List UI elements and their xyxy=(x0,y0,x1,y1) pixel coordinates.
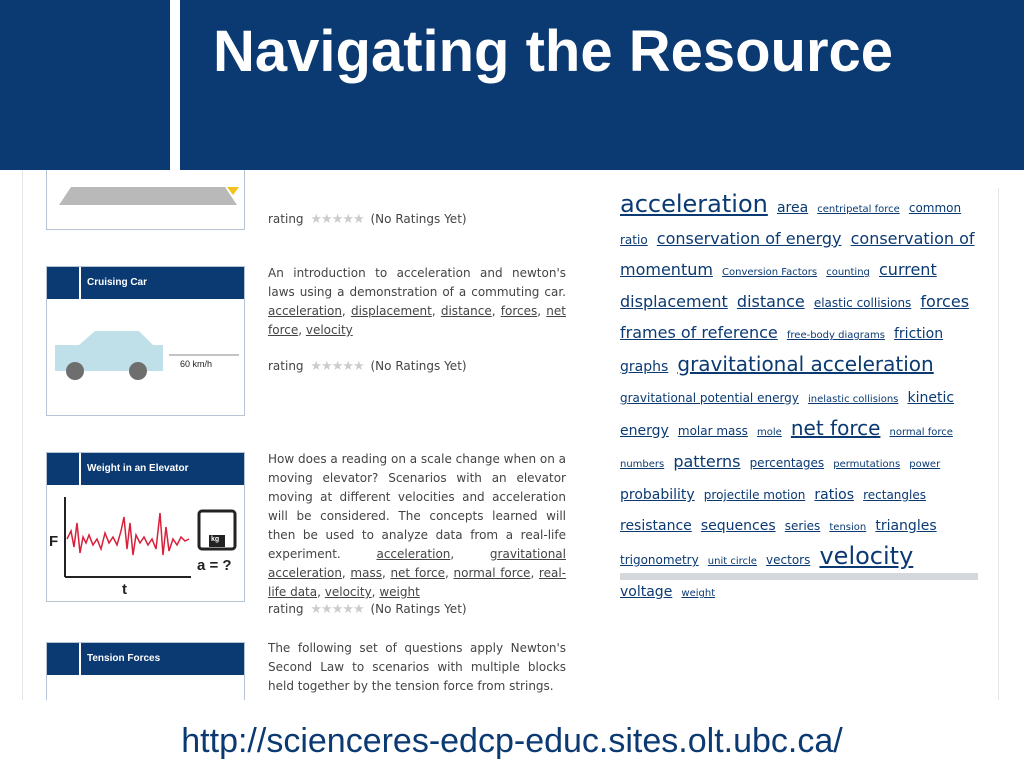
tag-cloud-link[interactable]: distance xyxy=(736,292,805,311)
car-icon xyxy=(47,267,245,416)
screenshot-left-border xyxy=(22,170,23,700)
tag-cloud-link[interactable]: conservation of energy xyxy=(656,229,842,248)
tag-link[interactable]: forces xyxy=(500,304,538,318)
thumbnail-title-bar xyxy=(47,643,244,675)
tag-cloud-link[interactable]: vectors xyxy=(766,553,811,567)
thumbnail-graphic xyxy=(47,170,245,230)
tag-cloud-link[interactable]: area xyxy=(776,200,809,216)
rating-text: (No Ratings Yet) xyxy=(370,602,467,616)
slide-title: Navigating the Resource xyxy=(213,19,894,84)
tag-cloud-link[interactable]: numbers xyxy=(620,459,665,470)
graph-force-label: F xyxy=(49,533,59,550)
tag-cloud-link[interactable]: molar mass xyxy=(677,424,748,438)
tag-cloud-link[interactable]: probability xyxy=(620,487,695,503)
description-text: How does a reading on a scale change when on a moving elevator? Scenarios with an elevator moving at different velocities and acceleration will be considered. The concepts learned will then be used to analyze data from a real-life experiment. xyxy=(268,452,566,561)
website-screenshot xyxy=(22,170,1000,700)
tag-cloud-link[interactable]: frames of reference xyxy=(620,323,778,342)
tag-cloud-link[interactable]: percentages xyxy=(749,456,825,470)
title-bar-divider xyxy=(79,643,81,675)
rating-stars[interactable]: ★★★★★ xyxy=(310,359,364,374)
tag-cloud-link[interactable]: rectangles xyxy=(863,488,926,502)
rating-text: (No Ratings Yet) xyxy=(370,212,467,226)
tag-cloud-link[interactable]: centripetal force xyxy=(817,204,900,215)
resource-thumbnail-tension-forces[interactable] xyxy=(46,642,245,700)
rating-row xyxy=(268,359,467,374)
tag-cloud-link[interactable]: weight xyxy=(681,588,716,599)
tag-cloud-link[interactable]: triangles xyxy=(875,518,937,534)
tag-cloud-link[interactable]: series xyxy=(784,519,821,533)
tag-link[interactable]: mass xyxy=(350,566,382,580)
rating-text: (No Ratings Yet) xyxy=(370,359,467,373)
tag-cloud-link[interactable]: Conversion Factors xyxy=(722,267,818,278)
tag-link[interactable]: velocity xyxy=(324,585,372,599)
thumbnail-title: Tension Forces xyxy=(87,653,161,664)
tag-cloud-link[interactable]: net force xyxy=(790,416,881,440)
screenshot-right-border xyxy=(998,188,999,700)
speed-label: 60 km/h xyxy=(180,359,213,369)
tag-cloud-link[interactable]: conservation of momentum xyxy=(620,229,975,279)
tag-cloud-link[interactable]: inelastic collisions xyxy=(808,394,899,405)
tag-cloud-link[interactable]: kinetic energy xyxy=(620,390,955,439)
tag-link[interactable]: velocity xyxy=(305,323,353,337)
tag-link[interactable]: displacement xyxy=(350,304,432,318)
resource-thumbnail-weight-elevator[interactable] xyxy=(46,452,245,602)
tag-link[interactable]: real-life data xyxy=(268,566,566,599)
tag-cloud-link[interactable]: common ratio xyxy=(620,201,962,247)
tag-cloud-link[interactable]: mole xyxy=(756,427,782,438)
tag-cloud-link[interactable]: gravitational potential energy xyxy=(620,391,799,405)
tag-link[interactable]: acceleration xyxy=(376,547,451,561)
tag-link[interactable]: weight xyxy=(379,585,420,599)
tag-link[interactable]: distance xyxy=(440,304,492,318)
tag-cloud-link[interactable]: forces xyxy=(920,292,970,311)
tag-cloud-link[interactable]: velocity xyxy=(819,542,914,570)
tag-cloud-link[interactable]: projectile motion xyxy=(703,488,806,502)
tag-cloud-link[interactable]: voltage xyxy=(620,584,673,600)
tag-link[interactable]: acceleration xyxy=(268,304,342,318)
rating-stars[interactable]: ★★★★★ xyxy=(310,212,364,227)
header-left-block xyxy=(0,0,170,170)
tag-cloud-link[interactable]: power xyxy=(909,459,941,470)
tag-cloud-link[interactable]: graphs xyxy=(620,359,669,375)
thumbnail-title: Weight in an Elevator xyxy=(87,463,189,474)
tag-cloud-link[interactable]: current displacement xyxy=(620,260,937,311)
acceleration-question: a = ? xyxy=(197,557,232,574)
rating-label: rating xyxy=(268,212,304,226)
resource-description-tension-forces xyxy=(268,639,566,696)
thumbnail-title: Cruising Car xyxy=(87,277,148,288)
resource-thumbnail-partial[interactable] xyxy=(46,170,245,230)
tag-cloud-link[interactable]: unit circle xyxy=(707,556,757,567)
tag-cloud-link[interactable]: acceleration xyxy=(620,190,768,218)
tag-link[interactable]: net force xyxy=(390,566,446,580)
resource-thumbnail-cruising-car[interactable] xyxy=(46,266,245,416)
rating-label: rating xyxy=(268,359,304,373)
description-text: An introduction to acceleration and newton's laws using a demonstration of a commuting car. xyxy=(268,266,566,299)
tag-cloud-link[interactable]: counting xyxy=(826,267,870,278)
resource-description-cruising-car: An introduction to acceleration and newton's laws using a demonstration of a commuting car. acceleration, displacement, distance, forces, net force, velocity xyxy=(268,266,566,337)
description-text: The following set of questions apply Newton's Second Law to scenarios with multiple blocks held together by the tension force from strings. xyxy=(268,641,566,693)
tag-cloud-link[interactable]: elastic collisions xyxy=(813,296,912,310)
rating-row xyxy=(268,602,467,617)
tag-cloud-link[interactable]: sequences xyxy=(700,518,776,534)
tag-cloud-link[interactable]: tension xyxy=(829,522,867,533)
rating-row xyxy=(268,212,467,227)
tag-cloud-link[interactable]: ratios xyxy=(814,487,854,503)
tag-cloud-link[interactable]: resistance xyxy=(620,518,692,534)
tag-cloud-link[interactable]: normal force xyxy=(889,427,953,438)
tag-cloud xyxy=(620,190,978,608)
tag-cloud-divider xyxy=(620,573,978,580)
scale-weight-label: kg xyxy=(211,536,220,543)
tag-link[interactable]: gravitational acceleration xyxy=(268,547,566,580)
tag-cloud-link[interactable]: gravitational acceleration xyxy=(677,352,934,376)
tag-cloud-link[interactable]: patterns xyxy=(673,452,741,471)
tag-cloud-link[interactable]: permutations xyxy=(833,459,901,470)
tag-link[interactable]: net force xyxy=(268,304,566,337)
tag-cloud-link[interactable]: friction xyxy=(894,326,944,342)
tag-cloud-link[interactable]: free-body diagrams xyxy=(786,330,885,341)
resource-description-weight-elevator: How does a reading on a scale change when on a moving elevator? Scenarios with an elevator moving at different velocities and acceleration will be considered. The concepts learned will then be used to analyze data from a real-life experiment. acceleration, gravitational acceleration, mass, net force, normal force, real-life data, velocity, weight xyxy=(268,452,566,599)
tag-link[interactable]: normal force xyxy=(453,566,531,580)
tag-cloud-link[interactable]: trigonometry xyxy=(620,553,699,567)
footer-url[interactable]: http://scienceres-edcp-educ.sites.olt.ubc.ca/ xyxy=(181,722,843,760)
force-graph-icon xyxy=(47,453,245,602)
rating-stars[interactable]: ★★★★★ xyxy=(310,602,364,617)
graph-time-label: t xyxy=(122,581,127,598)
rating-label: rating xyxy=(268,602,304,616)
